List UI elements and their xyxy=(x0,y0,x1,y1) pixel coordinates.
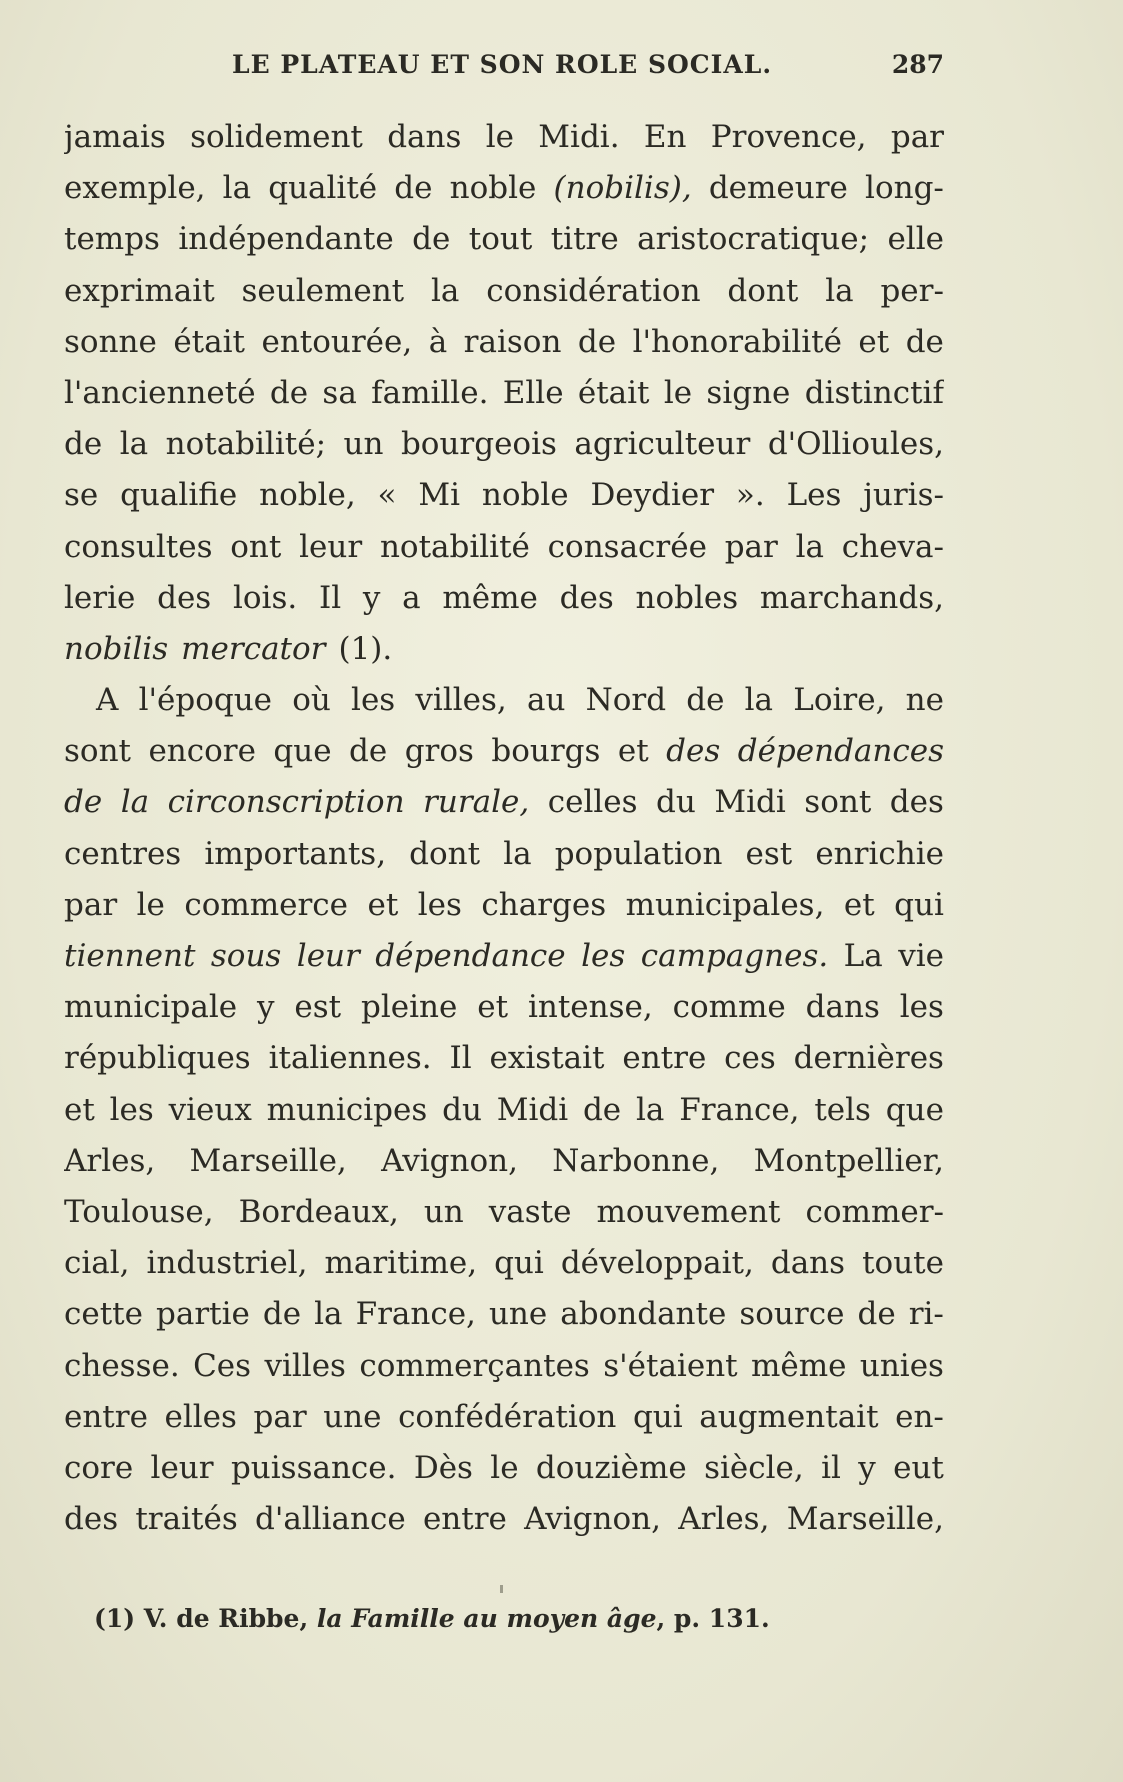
word: aristocratique; xyxy=(637,221,870,258)
word: la xyxy=(119,426,149,463)
word: Midi xyxy=(496,1091,569,1128)
word: notabilité xyxy=(379,528,530,565)
word: qui xyxy=(894,886,944,923)
word: de xyxy=(857,1296,896,1333)
text-line xyxy=(64,573,944,624)
word: mercator xyxy=(181,630,326,667)
word: les xyxy=(899,989,944,1026)
word: France, xyxy=(679,1091,800,1128)
word: la xyxy=(635,1091,665,1128)
body-text xyxy=(64,112,944,1545)
text-line xyxy=(64,726,944,777)
word: où xyxy=(292,682,331,719)
word: la xyxy=(503,835,532,872)
word: qualifie xyxy=(120,477,238,514)
text-line xyxy=(64,880,944,931)
word: le xyxy=(663,374,693,411)
word: lois. xyxy=(232,579,298,616)
word: En xyxy=(643,119,687,155)
word: notabilité; xyxy=(165,426,327,463)
word: et xyxy=(617,733,649,770)
word: partie xyxy=(156,1296,250,1333)
word: sont xyxy=(64,733,131,770)
word: des xyxy=(666,733,721,770)
word: industriel, xyxy=(146,1245,308,1282)
word: qui xyxy=(632,1398,683,1435)
word: y xyxy=(858,1449,876,1486)
word: entourée, xyxy=(261,323,413,360)
word: y xyxy=(362,579,381,616)
word: puissance. xyxy=(230,1449,397,1486)
word: celles xyxy=(547,784,638,821)
word: une xyxy=(323,1398,382,1435)
text-line xyxy=(64,777,944,828)
word: municipales, xyxy=(625,886,825,923)
word: les xyxy=(351,682,396,719)
word: est xyxy=(745,835,793,872)
word: comme xyxy=(672,989,786,1026)
word: villes, xyxy=(415,682,507,719)
word: leur xyxy=(299,528,363,565)
word: même xyxy=(751,1347,847,1384)
word: la xyxy=(795,528,825,565)
word: confédération xyxy=(398,1398,617,1435)
word: s'étaient xyxy=(603,1347,738,1384)
word: Il xyxy=(318,579,342,616)
word: le xyxy=(485,119,514,155)
word: que xyxy=(885,1091,944,1128)
word: Ces xyxy=(193,1347,252,1384)
word: Provence, xyxy=(710,119,867,155)
word: un xyxy=(343,426,384,463)
text-line xyxy=(64,1033,944,1084)
word: qualité xyxy=(268,170,378,207)
footnote-title: la Famille au moyen âge xyxy=(316,1604,657,1633)
text-line xyxy=(64,112,944,163)
word: de xyxy=(686,682,725,719)
word: dans xyxy=(770,1245,846,1282)
text-line xyxy=(64,829,944,880)
word: bourgeois xyxy=(400,426,557,463)
word: et xyxy=(477,989,509,1026)
word: exemple, xyxy=(64,170,206,207)
text-line xyxy=(64,368,944,419)
word: entre xyxy=(64,1398,148,1435)
word: les xyxy=(417,886,462,923)
word: dans xyxy=(805,989,880,1026)
word: d'alliance xyxy=(254,1501,406,1538)
word: développait, xyxy=(560,1245,754,1282)
word: a xyxy=(402,579,421,616)
word: sous xyxy=(210,938,282,974)
word: traités xyxy=(135,1501,238,1538)
word: par xyxy=(64,886,118,923)
word: à xyxy=(428,323,448,360)
word: des xyxy=(157,579,212,616)
word: charges xyxy=(481,886,607,923)
footnote-author: V. de Ribbe, xyxy=(143,1604,309,1633)
text-line xyxy=(64,1136,944,1187)
word: leur xyxy=(150,1449,214,1486)
word: Arles, xyxy=(64,1142,156,1179)
word: signe xyxy=(706,374,791,411)
word: dont xyxy=(409,835,481,872)
word: commer- xyxy=(805,1193,944,1230)
word: Montpellier, xyxy=(753,1142,944,1179)
word: des xyxy=(889,784,944,821)
word: de xyxy=(349,733,388,770)
word: Midi. xyxy=(538,119,620,155)
word: considération xyxy=(486,272,701,309)
word: siècle, xyxy=(704,1449,804,1486)
word: elle xyxy=(887,221,944,258)
text-line xyxy=(64,624,944,675)
word: de xyxy=(64,426,103,463)
word: circonscription xyxy=(167,784,405,821)
text-line xyxy=(64,1443,944,1494)
word: qui xyxy=(494,1245,544,1282)
word: consultes xyxy=(64,528,213,565)
word: intense, xyxy=(527,989,653,1026)
word: gros xyxy=(404,733,474,770)
word: italiennes. xyxy=(268,1040,432,1077)
word: Marseille, xyxy=(189,1142,347,1179)
word: dernières xyxy=(793,1040,944,1077)
word: de xyxy=(412,221,451,258)
word: des xyxy=(64,1501,119,1538)
word: agriculteur xyxy=(574,426,751,463)
footnote-page: , p. 131. xyxy=(656,1604,770,1633)
word: Les xyxy=(786,477,842,514)
word: en- xyxy=(895,1398,944,1435)
text-line xyxy=(64,1085,944,1136)
word: de xyxy=(577,323,617,360)
text-line xyxy=(64,675,944,726)
word: pleine xyxy=(361,989,458,1026)
word: de xyxy=(64,784,103,821)
word: y xyxy=(257,989,275,1026)
word: cial, xyxy=(64,1245,130,1282)
word: Deydier xyxy=(590,477,715,514)
word: l'honorabilité xyxy=(632,323,842,360)
word: de xyxy=(905,323,944,360)
word: républiques xyxy=(64,1040,251,1077)
word: par xyxy=(253,1398,307,1435)
word: entre xyxy=(622,1040,707,1077)
word: Il xyxy=(449,1040,472,1077)
word: au xyxy=(526,682,566,719)
text-line xyxy=(64,522,944,573)
word: campagnes. xyxy=(640,938,829,974)
word: les xyxy=(581,938,626,974)
word: le xyxy=(136,886,165,923)
word: et xyxy=(858,323,890,360)
text-line xyxy=(64,214,944,265)
word: nobles xyxy=(635,579,739,616)
word: noble xyxy=(449,170,537,207)
word: nobilis xyxy=(64,630,169,667)
word: cheva- xyxy=(841,528,944,565)
word: distinctif xyxy=(804,374,944,411)
word: long- xyxy=(865,170,944,207)
word: vaste xyxy=(488,1193,572,1230)
word: se xyxy=(64,477,99,514)
word: villes xyxy=(264,1347,346,1384)
word: Arles, xyxy=(678,1501,770,1538)
word: (1). xyxy=(338,630,393,667)
word: la xyxy=(120,784,150,821)
word: maritime, xyxy=(324,1245,478,1282)
word: consacrée xyxy=(547,528,707,565)
word: du xyxy=(656,784,696,821)
word: dépendance xyxy=(375,938,566,974)
word: Nord xyxy=(585,682,667,719)
word: tiennent xyxy=(64,938,196,974)
word: elles xyxy=(164,1398,237,1435)
word: de xyxy=(582,1091,622,1128)
word: augmentait xyxy=(699,1398,879,1435)
word: du xyxy=(442,1091,482,1128)
word: exprimait xyxy=(64,272,215,309)
text-line xyxy=(64,1289,944,1340)
word: leur xyxy=(296,938,360,974)
text-line xyxy=(64,1238,944,1289)
word: famille. xyxy=(371,374,489,411)
text-line xyxy=(64,931,944,982)
word: raison xyxy=(463,323,562,360)
word: commerçantes xyxy=(359,1347,590,1384)
word: jamais xyxy=(64,119,166,155)
word: eut xyxy=(893,1449,944,1486)
word: cette xyxy=(64,1296,143,1333)
word: Toulouse, xyxy=(64,1193,214,1230)
word: rurale, xyxy=(423,784,530,821)
word: La xyxy=(843,938,883,974)
word: de xyxy=(269,374,309,411)
ink-mark xyxy=(500,1585,503,1593)
text-line xyxy=(64,1494,944,1545)
word: la xyxy=(431,272,460,309)
word: des xyxy=(559,579,614,616)
footnote xyxy=(94,1604,770,1633)
word: indépendante xyxy=(178,221,394,258)
word: noble xyxy=(481,477,569,514)
word: la xyxy=(744,682,774,719)
word: le xyxy=(490,1449,519,1486)
running-head: LE PLATEAU ET SON ROLE SOCIAL. xyxy=(232,50,773,79)
word: mouvement xyxy=(596,1193,781,1230)
word: bourgs xyxy=(491,733,601,770)
word: Avignon, xyxy=(381,1142,518,1179)
word: douzième xyxy=(535,1449,687,1486)
word: population xyxy=(554,835,723,872)
word: unies xyxy=(859,1347,944,1384)
word: solidement xyxy=(190,119,363,155)
word: une xyxy=(488,1296,548,1333)
word: l'ancienneté xyxy=(64,374,256,411)
word: tels xyxy=(814,1091,871,1128)
word: existait xyxy=(489,1040,605,1077)
word: était xyxy=(577,374,650,411)
footnote-mark: (1) xyxy=(94,1604,136,1633)
word: les xyxy=(109,1091,154,1128)
word: vieux xyxy=(168,1091,252,1128)
word: dans xyxy=(387,119,462,155)
word: per- xyxy=(880,272,944,309)
word: municipale xyxy=(64,989,238,1026)
word: sonne xyxy=(64,323,157,360)
text-line xyxy=(64,266,944,317)
word: était xyxy=(173,323,245,360)
text-line xyxy=(64,982,944,1033)
word: sa xyxy=(322,374,357,411)
text-line xyxy=(64,1187,944,1238)
text-line xyxy=(64,419,944,470)
word: vie xyxy=(898,938,944,974)
word: dont xyxy=(727,272,799,309)
word: il xyxy=(821,1449,841,1486)
word: même xyxy=(442,579,538,616)
word: ont xyxy=(230,528,282,565)
word: seulement xyxy=(241,272,405,309)
word: temps xyxy=(64,221,160,258)
page-header xyxy=(64,50,944,90)
word: Loire, xyxy=(793,682,886,719)
word: abondante xyxy=(560,1296,727,1333)
word: d'Ollioules, xyxy=(767,426,944,463)
word: entre xyxy=(422,1501,507,1538)
word: ne xyxy=(905,682,944,719)
word: par xyxy=(890,119,944,155)
word: est xyxy=(294,989,342,1026)
word: la xyxy=(222,170,252,207)
word: tout xyxy=(468,221,533,258)
word: ces xyxy=(724,1040,776,1077)
word: enrichie xyxy=(815,835,944,872)
word: Narbonne, xyxy=(552,1142,720,1179)
word: Avignon, xyxy=(524,1501,661,1538)
word: encore xyxy=(148,733,256,770)
word: noble, xyxy=(259,477,356,514)
word: core xyxy=(64,1449,134,1486)
word: et xyxy=(367,886,399,923)
word: ri- xyxy=(908,1296,944,1333)
word: Dès xyxy=(413,1449,473,1486)
word: titre xyxy=(550,221,619,258)
word: « xyxy=(377,477,397,514)
word: de xyxy=(262,1296,302,1333)
text-line xyxy=(64,163,944,214)
word: commerce xyxy=(184,886,349,923)
word: ». xyxy=(735,477,765,514)
word: dépendances xyxy=(737,733,944,770)
text-line xyxy=(64,317,944,368)
word: de xyxy=(394,170,433,207)
word: par xyxy=(724,528,778,565)
word: Midi xyxy=(714,784,786,821)
word: A xyxy=(96,682,119,719)
word: marchands, xyxy=(759,579,944,616)
word: France, xyxy=(355,1296,476,1333)
word: Elle xyxy=(502,374,564,411)
word: juris- xyxy=(863,477,944,514)
word: chesse. xyxy=(64,1347,180,1384)
word: source xyxy=(739,1296,845,1333)
word: centres xyxy=(64,835,182,872)
word: sont xyxy=(804,784,872,821)
word: lerie xyxy=(64,579,136,616)
text-line xyxy=(64,1392,944,1443)
word: un xyxy=(423,1193,464,1230)
word: toute xyxy=(862,1245,944,1282)
text-line xyxy=(64,1341,944,1392)
word: Marseille, xyxy=(786,1501,944,1538)
word: Bordeaux, xyxy=(238,1193,399,1230)
text-line xyxy=(64,470,944,521)
word: municipes xyxy=(266,1091,428,1128)
word: l'époque xyxy=(138,682,273,719)
page-number: 287 xyxy=(891,50,944,79)
word: et xyxy=(64,1091,95,1128)
word: (nobilis), xyxy=(553,170,692,207)
word: la xyxy=(825,272,854,309)
word: que xyxy=(273,733,332,770)
word: et xyxy=(843,886,875,923)
word: importants, xyxy=(204,835,387,872)
word: Mi xyxy=(418,477,461,514)
word: demeure xyxy=(708,170,848,207)
word: la xyxy=(314,1296,343,1333)
